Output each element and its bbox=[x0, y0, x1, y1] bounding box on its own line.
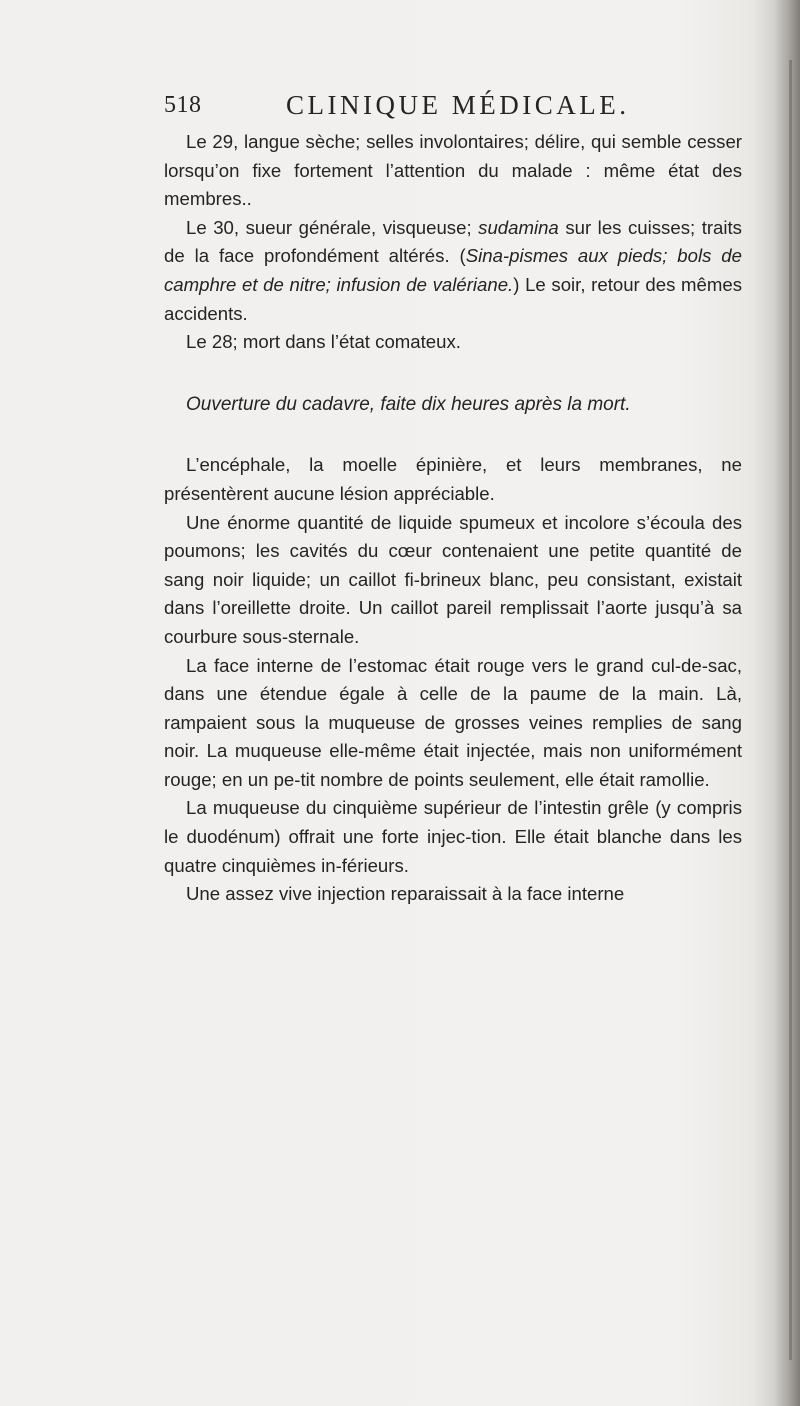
page-gutter-line bbox=[789, 60, 792, 1360]
paragraph-encephale: L’encéphale, la moelle épinière, et leurs membranes, ne présentèrent aucune lésion appréciable. bbox=[164, 454, 742, 504]
day-30-text-a: Le 30, sueur générale, visqueuse; bbox=[186, 216, 479, 238]
day-30-text-e: ) Le soir, retour des mêmes accidents. bbox=[164, 273, 742, 324]
day-30-text-c: sur les cuisses; traits de la face profondément altérés. ( bbox=[164, 216, 742, 267]
paragraph-estomac: La face interne de l’estomac était rouge vers le grand cul-de-sac, dans une étendue égale à celle de la paume de la main. Là, rampaient sous la muqueuse de grosses veines remplies de sang noir. La muqueuse elle-même était injectée, mais non uniformément rouge; en un pe-tit nombre de points seulement, elle était ramollie. bbox=[164, 654, 742, 790]
paragraph-day-29: Le 29, langue sèche; selles involontaires; délire, qui semble cesser lorsqu’on fixe fortement l’attention du malade : même état des membres.. bbox=[164, 131, 742, 210]
day-30-treatment-italic: Sina-pismes aux pieds; bols de camphre et de nitre; infusion de valériane. bbox=[164, 245, 742, 295]
paragraph-poumons-coeur: Une énorme quantité de liquide spumeux et incolore s’écoula des poumons; les cavités du cœur contenaient une petite quantité de sang noir liquide; un caillot fi-brineux blanc, peu consistant, existait dans l’oreillette droite. Un caillot pareil remplissait l’aorte jusqu’à sa courbure sous-sternale. bbox=[164, 511, 742, 647]
running-title: CLINIQUE MÉDICALE. bbox=[286, 90, 630, 120]
page-number: 518 bbox=[164, 92, 202, 118]
paragraph-death: Le 28; mort dans l’état comateux. bbox=[186, 331, 461, 353]
paragraph-day-30 bbox=[164, 214, 742, 328]
section-title-autopsy: Ouverture du cadavre, faite dix heures après la mort. bbox=[186, 393, 631, 415]
page-header bbox=[164, 92, 744, 124]
page-edge-shadow bbox=[774, 0, 800, 1406]
body-text bbox=[164, 128, 742, 909]
paragraph-intestin: La muqueuse du cinquième supérieur de l’intestin grêle (y compris le duodénum) offrait une forte injec-tion. Elle était blanche dans les quatre cinquièmes in-férieurs. bbox=[164, 797, 742, 876]
day-30-term-italic: sudamina bbox=[478, 216, 559, 238]
paragraph-injection: Une assez vive injection reparaissait à la face interne bbox=[186, 883, 625, 905]
